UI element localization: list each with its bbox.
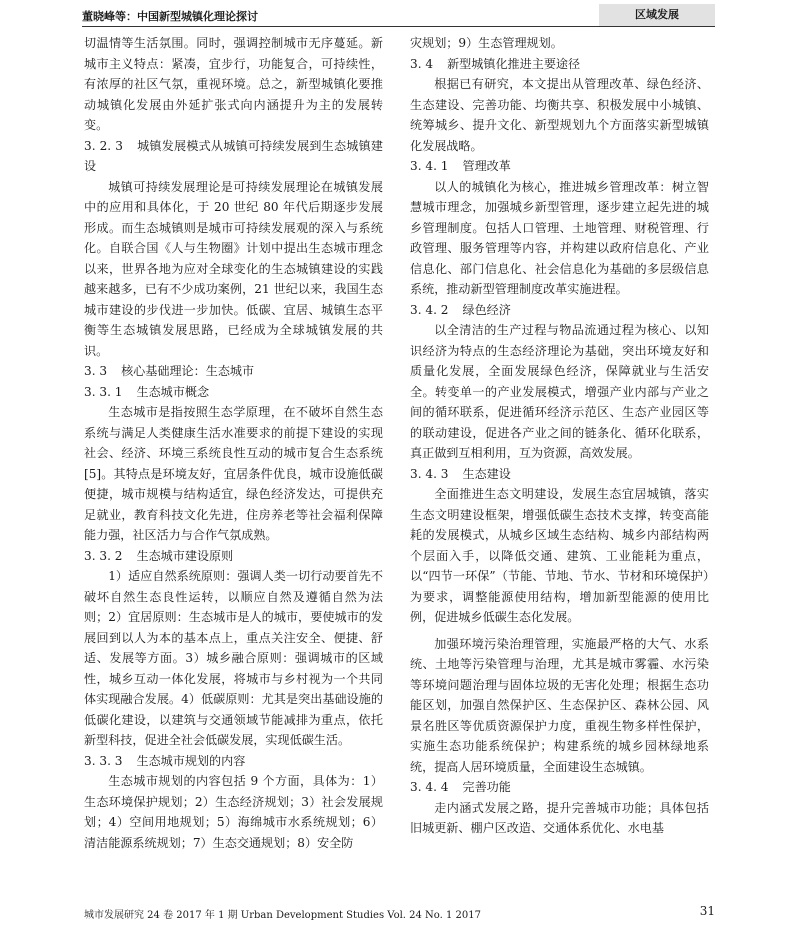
section-title: 生态建设 xyxy=(462,466,511,481)
page-footer xyxy=(84,906,715,924)
body-paragraph: 城镇可持续发展理论是可持续发展理论在城镇发展中的应用和具体化，于 20 世纪 80 年代后期逐步发展形成。而生态城镇则是城市可持续发展观的深入与系统化。自联合国《人与生物圈》计划中提出生态城市理念以来，世界各地为应对全球变化的生态城镇建设的实践越来越多，已有不少成功案例，21 世纪以来，我国生态城市建设的步伐进一步加快。低碳、宜居、城镇生态平衡等生态城镇发展思路，已经成为全球城镇发展的共识。 xyxy=(84,179,383,358)
section-title: 生态城市规划的内容 xyxy=(136,753,246,768)
section-number: 3. 3 xyxy=(84,364,108,378)
section-heading xyxy=(84,751,383,772)
left-column xyxy=(84,33,383,853)
section-title: 生态城市建设原则 xyxy=(136,548,234,563)
section-number: 3. 4. 4 xyxy=(410,780,449,794)
section-number: 3. 4. 3 xyxy=(410,466,449,481)
section-title: 绿色经济 xyxy=(462,302,511,317)
section-title: 完善功能 xyxy=(462,780,511,794)
section-heading xyxy=(84,546,383,567)
body-paragraph: 灾规划；9）生态管理规划。 xyxy=(410,36,563,50)
section-title: 管理改革 xyxy=(462,159,511,173)
section-heading xyxy=(84,136,383,177)
header-section-tag: 区域发展 xyxy=(599,4,715,26)
section-number: 3. 3. 1 xyxy=(84,384,123,399)
body-paragraph: 根据已有研究，本文提出从管理改革、绿色经济、生态建设、完善功能、均衡共享、积极发展中小城镇、统筹城乡、提升文化、新型规划九个方面落实新型城镇化发展战略。 xyxy=(410,77,709,153)
section-heading xyxy=(410,300,709,321)
body-paragraph: 生态城市是指按照生态学原理，在不破坏自然生态系统与满足人类健康生活水准要求的前提下建设的实现社会、经济、环境三系统良性互动的城市复合生态系统 [5]。其特点是环境友好，宜居条件优良，城市设施低碳便捷，城市规模与结构适宜，绿色经济发达，可提供充足就业，教育科技文化先进，住房养老等社会福利保障能力强，社区活力与合作气氛成熟。 xyxy=(84,405,383,542)
body-paragraph: 加强环境污染治理管理，实施最严格的大气、水系统、土地等污染管理与治理，尤其是城市雾霾、水污染等环境问题治理与固体垃圾的无害化处理；根据生态功能区划，加强自然保护区、生态保护区、森林公园、风景名胜区等优质资源保护力度，重视生物多样性保护，实施生态功能系统保护；构建系统的城乡园林绿地系统，提高人居环境质量，全面建设生态城镇。 xyxy=(410,636,709,774)
section-number: 3. 3. 2 xyxy=(84,548,123,563)
section-heading xyxy=(84,361,383,382)
section-heading xyxy=(410,156,709,177)
section-number: 3. 2. 3 xyxy=(84,138,123,153)
section-heading xyxy=(84,382,383,403)
header-authors-title: 董晓峰等：中国新型城镇化理论探讨 xyxy=(82,10,258,23)
section-number: 3. 4. 1 xyxy=(410,159,449,173)
section-heading xyxy=(410,777,709,798)
footer-journal-info: 城市发展研究 24 卷 2017 年 1 期 Urban Development Studies Vol. 24 No. 1 2017 xyxy=(84,910,482,921)
section-number: 3. 4 xyxy=(410,56,434,71)
section-title: 新型城镇化推进主要途径 xyxy=(447,56,581,71)
body-paragraph: 以人的城镇化为核心，推进城乡管理改革：树立智慧城市理念，加强城乡新型管理，逐步建立起先进的城乡管理制度。包括人口管理、土地管理、财税管理、行政管理、服务管理等内容，并构建以政府信息化、产业信息化、部门信息化、社会信息化为基础的多层级信息系统，推动新型管理制度改革实施进程。 xyxy=(410,179,709,296)
body-paragraph: 生态城市规划的内容包括 9 个方面，具体为：1）生态环境保护规划；2）生态经济规划；3）社会发展规划；4）空间用地规划；5）海绵城市水系统规划；6）清洁能源系统规划；7）生态交通规划；8）安全防 xyxy=(84,774,383,850)
body-paragraph: 以全清洁的生产过程与物品流通过程为核心、以知识经济为特点的生态经济理论为基础，突出环境友好和质量化发展，全面发展绿色经济，保障就业与生活安全。转变单一的产业发展模式，增强产业内部与产业之间的循环联系，促进循环经济示范区、生态产业园区等的联动建设，促进各产业之间的链条化、循环化联系，真正做到互相利用，互为资源，高效发展。 xyxy=(410,323,709,460)
running-header xyxy=(82,4,715,27)
section-heading xyxy=(410,54,709,75)
body-paragraph: 全面推进生态文明建设，发展生态宜居城镇，落实生态文明建设框架，增强低碳生态技术支撑，转变高能耗的发展模式，从城乡区域生态结构、城乡内部结构两个层面入手，以降低交通、建筑、工业能耗为重点，以“四节一环保”（节能、节地、节水、节材和环境保护）为要求，调整能源使用结构，增加新型能源的使用比例，促进城乡低碳生态化发展。 xyxy=(410,487,709,624)
body-paragraph: 1）适应自然系统原则：强调人类一切行动要首先不破坏自然生态良性运转，以顺应自然及遵循自然为法则；2）宜居原则：生态城市是人的城市，要使城市的发展回到以人为本的基本点上，重点关注安全、便捷、舒适、发展等方面。3）城乡融合原则：强调城市的区域性，城乡互动一体化发展，将城市与乡村视为一个共同体实现融合发展。4）低碳原则：尤其是突出基础设施的低碳化建设，以建筑与交通领域节能减排为重点，依托新型科技，促进全社会低碳发展，实现低碳生活。 xyxy=(84,569,383,747)
section-title: 生态城市概念 xyxy=(136,384,210,399)
right-column xyxy=(410,33,709,839)
section-number: 3. 3. 3 xyxy=(84,753,123,768)
body-paragraph: 切温情等生活氛围。同时，强调控制城市无序蔓延。新城市主义特点：紧凑，宜步行，功能复合，可持续性，有浓厚的社区气氛，重视环境。总之，新型城镇化要推动城镇化发展由外延扩张式向内涵提升为主的发展转变。 xyxy=(84,36,383,132)
section-number: 3. 4. 2 xyxy=(410,302,449,317)
section-title: 城镇发展模式从城镇可持续发展到生态城镇建设 xyxy=(84,138,383,173)
page-number: 31 xyxy=(699,904,715,918)
section-heading xyxy=(410,464,709,485)
body-paragraph: 走内涵式发展之路，提升完善城市功能；具体包括旧城更新、棚户区改造、交通体系优化、水电基 xyxy=(410,800,709,835)
section-title: 核心基础理论：生态城市 xyxy=(121,364,255,378)
